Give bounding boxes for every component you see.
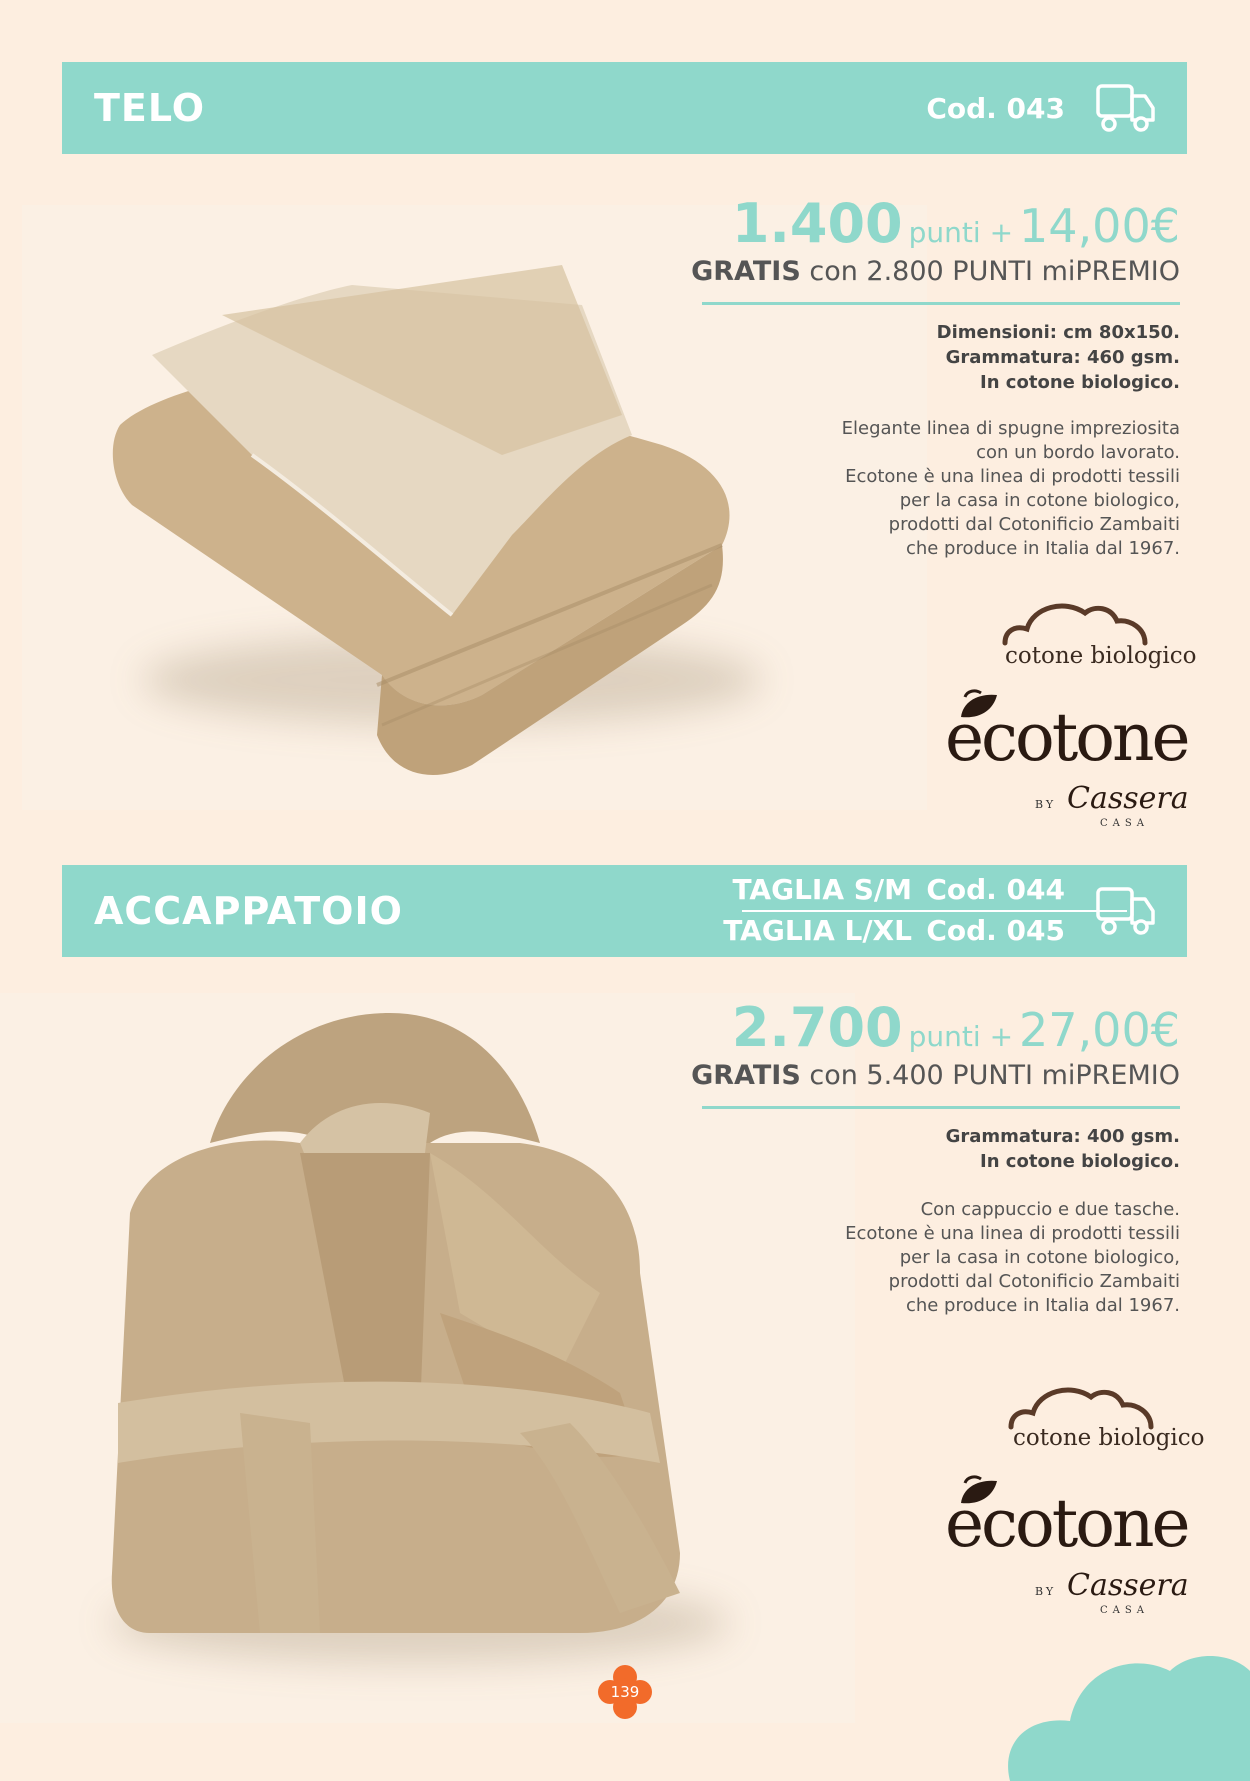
size-label: TAGLIA L/XL bbox=[723, 914, 912, 947]
description-line: prodotti dal Cotonificio Zambaiti bbox=[888, 514, 1180, 535]
price-points: 2.700 bbox=[731, 996, 903, 1059]
gratis-text: con 5.400 PUNTI miPREMIO bbox=[800, 1060, 1180, 1091]
logo-cassera-text: Cassera bbox=[1067, 781, 1189, 816]
specs-list bbox=[937, 320, 1180, 395]
price-euro: 27,00€ bbox=[1019, 1003, 1180, 1057]
page-number-badge bbox=[598, 1665, 652, 1719]
price-unit: punti + bbox=[908, 216, 1014, 249]
size-code: Cod. 045 bbox=[926, 914, 1065, 947]
spec-line: Grammatura: 400 gsm. bbox=[945, 1126, 1180, 1147]
ecotone-logo bbox=[945, 595, 1195, 835]
price-row bbox=[732, 996, 1180, 1059]
truck-icon bbox=[1095, 885, 1157, 937]
logo-cassera-text: Cassera bbox=[1067, 1568, 1189, 1603]
price-euro: 14,00€ bbox=[1019, 199, 1180, 253]
price-unit: punti + bbox=[908, 1020, 1014, 1053]
page-number: 139 bbox=[610, 1683, 640, 1701]
description-line: Ecotone è una linea di prodotti tessili bbox=[845, 1223, 1180, 1244]
gratis-label: GRATIS bbox=[691, 256, 801, 287]
description-line: con un bordo lavorato. bbox=[976, 442, 1180, 463]
description-line: Elegante linea di spugne impreziosita bbox=[841, 418, 1180, 439]
divider-line bbox=[702, 1106, 1180, 1109]
bathrobe-photo bbox=[0, 993, 855, 1723]
logo-cotone-text: cotone biologico bbox=[1013, 1425, 1205, 1451]
description-line: prodotti dal Cotonificio Zambaiti bbox=[888, 1271, 1180, 1292]
banner-divider bbox=[742, 910, 1127, 912]
description-line: Con cappuccio e due tasche. bbox=[920, 1199, 1180, 1220]
price-row bbox=[732, 192, 1180, 255]
gratis-row bbox=[691, 1060, 1180, 1091]
description-line: che produce in Italia dal 1967. bbox=[905, 1295, 1180, 1316]
spec-line: In cotone biologico. bbox=[980, 372, 1180, 393]
description-line: per la casa in cotone biologico, bbox=[899, 490, 1180, 511]
logo-brand-text: ecotone bbox=[945, 1485, 1188, 1562]
ecotone-logo bbox=[945, 1375, 1205, 1616]
spec-line: Grammatura: 460 gsm. bbox=[945, 347, 1180, 368]
product-banner-telo bbox=[62, 62, 1187, 154]
product-banner-accappatoio bbox=[62, 865, 1187, 957]
product-code: Cod. 043 bbox=[926, 92, 1065, 125]
spec-line: In cotone biologico. bbox=[980, 1151, 1180, 1172]
truck-icon bbox=[1095, 82, 1157, 134]
specs-list bbox=[946, 1124, 1180, 1174]
description-line: Ecotone è una linea di prodotti tessili bbox=[845, 466, 1180, 487]
logo-by-text: BY bbox=[1035, 798, 1057, 811]
logo-brand-text: ecotone bbox=[945, 699, 1188, 776]
divider-line bbox=[702, 302, 1180, 305]
size-code: Cod. 044 bbox=[926, 873, 1065, 906]
cloud-decoration-icon bbox=[1000, 1621, 1250, 1781]
product-title: ACCAPPATOIO bbox=[94, 889, 403, 933]
spec-line: Dimensioni: cm 80x150. bbox=[936, 322, 1180, 343]
gratis-row bbox=[691, 256, 1180, 287]
description-line: che produce in Italia dal 1967. bbox=[905, 538, 1180, 559]
description-line: per la casa in cotone biologico, bbox=[899, 1247, 1180, 1268]
gratis-text: con 2.800 PUNTI miPREMIO bbox=[800, 256, 1180, 287]
product-title: TELO bbox=[94, 86, 206, 130]
description bbox=[842, 417, 1180, 561]
logo-casa-text: CASA bbox=[1100, 818, 1149, 829]
gratis-label: GRATIS bbox=[691, 1060, 801, 1091]
price-points: 1.400 bbox=[731, 192, 903, 255]
logo-by-text: BY bbox=[1035, 1585, 1057, 1598]
size-label: TAGLIA S/M bbox=[732, 873, 912, 906]
towel-photo bbox=[22, 205, 927, 810]
logo-cotone-text: cotone biologico bbox=[1005, 643, 1197, 669]
description bbox=[845, 1198, 1180, 1318]
logo-casa-text: CASA bbox=[1100, 1605, 1149, 1616]
